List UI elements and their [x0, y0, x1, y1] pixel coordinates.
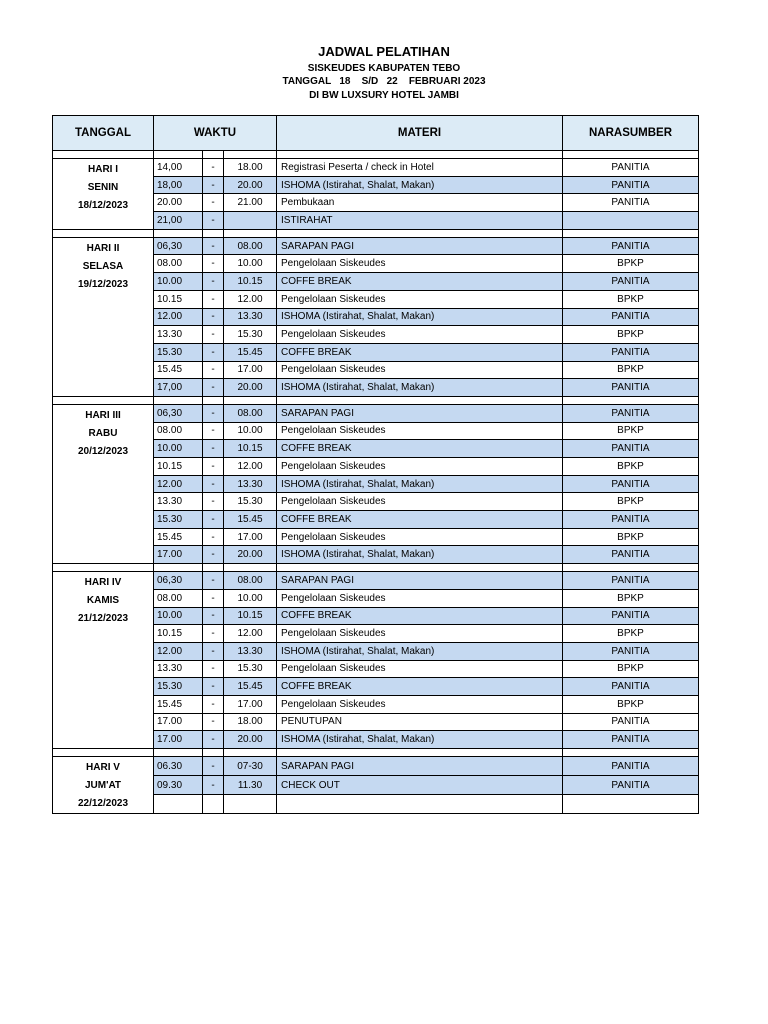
start-time-cell: 15.45	[154, 695, 203, 713]
start-time-cell: 15.45	[154, 528, 203, 546]
end-time-cell: 13.30	[224, 308, 277, 326]
day-label-line: 20/12/2023	[77, 445, 129, 457]
start-time-cell: 17.00	[154, 546, 203, 564]
end-time-cell: 15.30	[224, 326, 277, 344]
time-separator-cell: -	[203, 255, 224, 273]
start-time-cell: 13.30	[154, 493, 203, 511]
gap-cell	[563, 396, 699, 404]
end-time-cell: 10.15	[224, 273, 277, 291]
end-time-cell: 12.00	[224, 290, 277, 308]
start-time-cell: 13.30	[154, 326, 203, 344]
materi-cell: ISHOMA (Istirahat, Shalat, Makan)	[277, 176, 563, 194]
start-time-cell: 15.30	[154, 511, 203, 529]
time-separator-cell	[203, 795, 224, 814]
end-time-cell: 10.15	[224, 607, 277, 625]
day-label-cell	[53, 404, 154, 563]
gap-cell	[277, 749, 563, 757]
day-label-line: HARI I	[88, 164, 118, 175]
day-gap-row	[53, 396, 699, 404]
day-label-cell	[53, 237, 154, 396]
narasumber-cell: BPKP	[563, 458, 699, 476]
materi-cell: COFFE BREAK	[277, 511, 563, 529]
gap-cell	[563, 749, 699, 757]
start-time-cell: 10.00	[154, 273, 203, 291]
time-separator-cell: -	[203, 159, 224, 177]
end-time-cell: 11.30	[224, 776, 277, 795]
narasumber-cell: BPKP	[563, 695, 699, 713]
materi-cell	[277, 795, 563, 814]
start-time-cell: 15.45	[154, 361, 203, 379]
time-separator-cell: -	[203, 493, 224, 511]
time-separator-cell: -	[203, 642, 224, 660]
materi-cell: COFFE BREAK	[277, 678, 563, 696]
start-time-cell: 18,00	[154, 176, 203, 194]
narasumber-cell: PANITIA	[563, 607, 699, 625]
time-separator-cell: -	[203, 625, 224, 643]
time-separator-cell: -	[203, 343, 224, 361]
narasumber-cell: BPKP	[563, 589, 699, 607]
materi-cell: ISHOMA (Istirahat, Shalat, Makan)	[277, 546, 563, 564]
time-separator-cell: -	[203, 475, 224, 493]
time-separator-cell: -	[203, 237, 224, 255]
start-time-cell: 13.30	[154, 660, 203, 678]
start-time-cell: 08.00	[154, 589, 203, 607]
start-time-cell: 06.30	[154, 757, 203, 776]
day-label-line: JUM'AT	[84, 780, 122, 791]
time-separator-cell: -	[203, 458, 224, 476]
start-time-cell: 06,30	[154, 404, 203, 422]
start-time-cell: 14,00	[154, 159, 203, 177]
materi-cell: COFFE BREAK	[277, 343, 563, 361]
materi-cell: ISHOMA (Istirahat, Shalat, Makan)	[277, 308, 563, 326]
narasumber-cell: BPKP	[563, 660, 699, 678]
time-separator-cell: -	[203, 273, 224, 291]
gap-cell	[277, 229, 563, 237]
narasumber-cell: BPKP	[563, 361, 699, 379]
end-time-cell	[224, 212, 277, 230]
start-time-cell: 17.00	[154, 731, 203, 749]
start-time-cell	[154, 795, 203, 814]
venue: DI BW LUXSURY HOTEL JAMBI	[309, 90, 459, 101]
day-gap-row	[53, 151, 699, 159]
time-separator-cell: -	[203, 326, 224, 344]
day-label-cell	[53, 757, 154, 814]
time-separator-cell: -	[203, 440, 224, 458]
end-time-cell: 20.00	[224, 731, 277, 749]
narasumber-cell: PANITIA	[563, 194, 699, 212]
table-row	[53, 404, 699, 422]
gap-cell	[224, 151, 277, 159]
gap-cell	[154, 151, 203, 159]
time-separator-cell: -	[203, 546, 224, 564]
date-range: TANGGAL 18 S/D 22 FEBRUARI 2023	[282, 76, 486, 87]
gap-cell	[277, 564, 563, 572]
start-time-cell: 15.30	[154, 678, 203, 696]
narasumber-cell: PANITIA	[563, 511, 699, 529]
narasumber-cell: PANITIA	[563, 678, 699, 696]
end-time-cell: 20.00	[224, 379, 277, 397]
document-subtitle: SISKEUDES KABUPATEN TEBO	[307, 63, 461, 74]
end-time-cell: 08.00	[224, 572, 277, 590]
narasumber-cell: PANITIA	[563, 159, 699, 177]
narasumber-cell: PANITIA	[563, 546, 699, 564]
gap-cell	[203, 151, 224, 159]
gap-cell	[53, 396, 154, 404]
materi-cell: Pengelolaan Siskeudes	[277, 361, 563, 379]
day-gap-row	[53, 564, 699, 572]
day-label-line: HARI III	[85, 409, 121, 421]
end-time-cell: 15.30	[224, 493, 277, 511]
time-separator-cell: -	[203, 776, 224, 795]
time-separator-cell: -	[203, 422, 224, 440]
time-separator-cell: -	[203, 511, 224, 529]
start-time-cell: 17.00	[154, 713, 203, 731]
materi-cell: COFFE BREAK	[277, 440, 563, 458]
materi-cell: Pengelolaan Siskeudes	[277, 625, 563, 643]
day-label-line: 18/12/2023	[77, 200, 129, 211]
gap-cell	[563, 229, 699, 237]
end-time-cell: 13.30	[224, 642, 277, 660]
table-row	[53, 159, 699, 177]
gap-cell	[53, 229, 154, 237]
time-separator-cell: -	[203, 607, 224, 625]
start-time-cell: 15.30	[154, 343, 203, 361]
start-time-cell: 10.00	[154, 440, 203, 458]
end-time-cell: 12.00	[224, 458, 277, 476]
start-time-cell: 12.00	[154, 475, 203, 493]
time-separator-cell: -	[203, 212, 224, 230]
end-time-cell: 07-30	[224, 757, 277, 776]
materi-cell: COFFE BREAK	[277, 273, 563, 291]
narasumber-cell: PANITIA	[563, 731, 699, 749]
materi-cell: Pengelolaan Siskeudes	[277, 660, 563, 678]
header-waktu: WAKTU	[154, 116, 277, 151]
narasumber-cell: BPKP	[563, 326, 699, 344]
narasumber-cell: PANITIA	[563, 343, 699, 361]
narasumber-cell: BPKP	[563, 625, 699, 643]
materi-cell: SARAPAN PAGI	[277, 572, 563, 590]
day-label-line: HARI II	[86, 242, 120, 254]
header-tanggal: TANGGAL	[53, 116, 154, 151]
narasumber-cell: PANITIA	[563, 642, 699, 660]
narasumber-cell: PANITIA	[563, 475, 699, 493]
day-gap-row	[53, 749, 699, 757]
narasumber-cell: PANITIA	[563, 237, 699, 255]
start-time-cell: 10.15	[154, 290, 203, 308]
start-time-cell: 17,00	[154, 379, 203, 397]
gap-cell	[277, 396, 563, 404]
table-row	[53, 237, 699, 255]
gap-cell	[53, 151, 154, 159]
end-time-cell: 17.00	[224, 528, 277, 546]
gap-cell	[563, 564, 699, 572]
narasumber-cell: BPKP	[563, 255, 699, 273]
gap-cell	[563, 151, 699, 159]
materi-cell: Pembukaan	[277, 194, 563, 212]
table-row	[53, 757, 699, 776]
time-separator-cell: -	[203, 404, 224, 422]
end-time-cell: 15.45	[224, 511, 277, 529]
materi-cell: Pengelolaan Siskeudes	[277, 458, 563, 476]
end-time-cell: 08.00	[224, 404, 277, 422]
narasumber-cell: PANITIA	[563, 757, 699, 776]
day-label-line: 22/12/2023	[77, 798, 129, 809]
narasumber-cell: PANITIA	[563, 776, 699, 795]
day-label-line: RABU	[88, 427, 118, 439]
materi-cell: COFFE BREAK	[277, 607, 563, 625]
materi-cell: SARAPAN PAGI	[277, 237, 563, 255]
start-time-cell: 09.30	[154, 776, 203, 795]
narasumber-cell: PANITIA	[563, 440, 699, 458]
gap-cell	[154, 749, 203, 757]
end-time-cell: 17.00	[224, 361, 277, 379]
start-time-cell: 06,30	[154, 572, 203, 590]
end-time-cell: 10.00	[224, 589, 277, 607]
start-time-cell: 08.00	[154, 255, 203, 273]
narasumber-cell: PANITIA	[563, 713, 699, 731]
day-label-line: HARI V	[86, 762, 120, 773]
gap-cell	[154, 564, 203, 572]
time-separator-cell: -	[203, 176, 224, 194]
gap-cell	[203, 564, 224, 572]
materi-cell: Pengelolaan Siskeudes	[277, 695, 563, 713]
day-gap-row	[53, 229, 699, 237]
start-time-cell: 10.15	[154, 625, 203, 643]
table-row	[53, 572, 699, 590]
narasumber-cell: BPKP	[563, 528, 699, 546]
narasumber-cell: PANITIA	[563, 404, 699, 422]
narasumber-cell	[563, 212, 699, 230]
time-separator-cell: -	[203, 713, 224, 731]
end-time-cell: 18.00	[224, 159, 277, 177]
time-separator-cell: -	[203, 660, 224, 678]
day-label-line: HARI IV	[84, 577, 122, 589]
gap-cell	[154, 396, 203, 404]
materi-cell: Pengelolaan Siskeudes	[277, 326, 563, 344]
end-time-cell: 18.00	[224, 713, 277, 731]
start-time-cell: 20.00	[154, 194, 203, 212]
day-label-line: SENIN	[87, 182, 119, 193]
materi-cell: ISHOMA (Istirahat, Shalat, Makan)	[277, 731, 563, 749]
gap-cell	[203, 396, 224, 404]
narasumber-cell: BPKP	[563, 493, 699, 511]
narasumber-cell: BPKP	[563, 422, 699, 440]
gap-cell	[224, 564, 277, 572]
schedule-table	[52, 115, 699, 814]
end-time-cell: 10.00	[224, 255, 277, 273]
narasumber-cell	[563, 795, 699, 814]
day-label-cell	[53, 159, 154, 230]
start-time-cell: 10.00	[154, 607, 203, 625]
gap-cell	[224, 229, 277, 237]
start-time-cell: 06,30	[154, 237, 203, 255]
time-separator-cell: -	[203, 194, 224, 212]
time-separator-cell: -	[203, 589, 224, 607]
time-separator-cell: -	[203, 731, 224, 749]
gap-cell	[224, 396, 277, 404]
time-separator-cell: -	[203, 757, 224, 776]
gap-cell	[53, 564, 154, 572]
materi-cell: ISTIRAHAT	[277, 212, 563, 230]
end-time-cell: 08.00	[224, 237, 277, 255]
materi-cell: Pengelolaan Siskeudes	[277, 589, 563, 607]
narasumber-cell: PANITIA	[563, 273, 699, 291]
end-time-cell: 21.00	[224, 194, 277, 212]
document-title: JADWAL PELATIHAN	[318, 44, 450, 59]
narasumber-cell: PANITIA	[563, 176, 699, 194]
gap-cell	[154, 229, 203, 237]
materi-cell: ISHOMA (Istirahat, Shalat, Makan)	[277, 475, 563, 493]
narasumber-cell: PANITIA	[563, 572, 699, 590]
start-time-cell: 10.15	[154, 458, 203, 476]
gap-cell	[203, 229, 224, 237]
start-time-cell: 08.00	[154, 422, 203, 440]
start-time-cell: 21,00	[154, 212, 203, 230]
time-separator-cell: -	[203, 678, 224, 696]
time-separator-cell: -	[203, 308, 224, 326]
end-time-cell	[224, 795, 277, 814]
header-narasumber: NARASUMBER	[563, 116, 699, 151]
gap-cell	[224, 749, 277, 757]
narasumber-cell: BPKP	[563, 290, 699, 308]
materi-cell: ISHOMA (Istirahat, Shalat, Makan)	[277, 642, 563, 660]
time-separator-cell: -	[203, 290, 224, 308]
end-time-cell: 15.45	[224, 343, 277, 361]
gap-cell	[203, 749, 224, 757]
day-label-line: 19/12/2023	[77, 278, 129, 290]
materi-cell: CHECK OUT	[277, 776, 563, 795]
day-label-line: SELASA	[82, 260, 124, 272]
end-time-cell: 20.00	[224, 546, 277, 564]
materi-cell: Registrasi Peserta / check in Hotel	[277, 159, 563, 177]
end-time-cell: 20.00	[224, 176, 277, 194]
time-separator-cell: -	[203, 361, 224, 379]
day-label-line: KAMIS	[86, 595, 120, 607]
start-time-cell: 12.00	[154, 308, 203, 326]
time-separator-cell: -	[203, 572, 224, 590]
end-time-cell: 13.30	[224, 475, 277, 493]
end-time-cell: 17.00	[224, 695, 277, 713]
materi-cell: Pengelolaan Siskeudes	[277, 255, 563, 273]
time-separator-cell: -	[203, 695, 224, 713]
end-time-cell: 10.00	[224, 422, 277, 440]
day-label-cell	[53, 572, 154, 749]
materi-cell: SARAPAN PAGI	[277, 404, 563, 422]
materi-cell: ISHOMA (Istirahat, Shalat, Makan)	[277, 379, 563, 397]
time-separator-cell: -	[203, 379, 224, 397]
end-time-cell: 10.15	[224, 440, 277, 458]
materi-cell: Pengelolaan Siskeudes	[277, 528, 563, 546]
narasumber-cell: PANITIA	[563, 379, 699, 397]
materi-cell: SARAPAN PAGI	[277, 757, 563, 776]
end-time-cell: 12.00	[224, 625, 277, 643]
end-time-cell: 15.30	[224, 660, 277, 678]
start-time-cell: 12.00	[154, 642, 203, 660]
materi-cell: Pengelolaan Siskeudes	[277, 422, 563, 440]
header-materi: MATERI	[277, 116, 563, 151]
materi-cell: PENUTUPAN	[277, 713, 563, 731]
time-separator-cell: -	[203, 528, 224, 546]
day-label-line: 21/12/2023	[77, 613, 129, 625]
gap-cell	[277, 151, 563, 159]
table-header-row	[53, 116, 699, 151]
narasumber-cell: PANITIA	[563, 308, 699, 326]
gap-cell	[53, 749, 154, 757]
materi-cell: Pengelolaan Siskeudes	[277, 290, 563, 308]
end-time-cell: 15.45	[224, 678, 277, 696]
materi-cell: Pengelolaan Siskeudes	[277, 493, 563, 511]
